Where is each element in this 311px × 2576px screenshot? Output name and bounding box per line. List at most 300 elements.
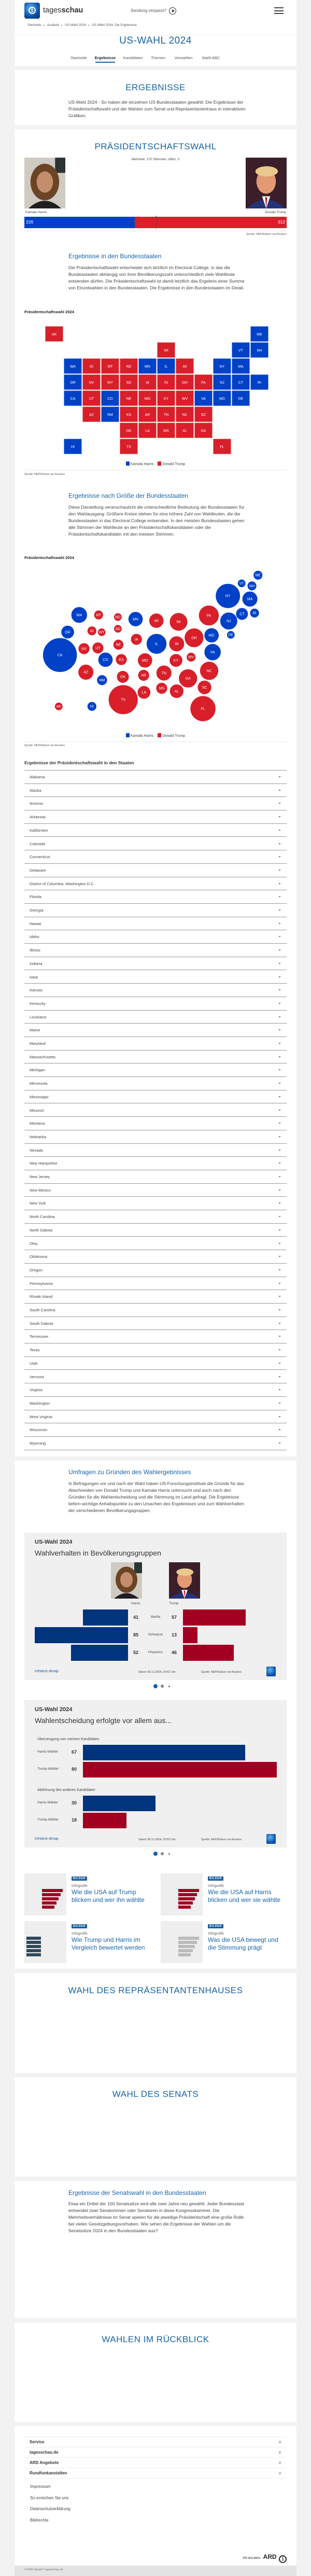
state-accordion-item[interactable] xyxy=(24,1397,287,1410)
map-state-mn[interactable] xyxy=(138,358,157,374)
map-state-label: AZ xyxy=(89,413,94,417)
bubble-ct[interactable] xyxy=(236,608,248,620)
state-accordion-item[interactable] xyxy=(24,1184,287,1197)
state-name: Pennsylvania xyxy=(30,1281,53,1286)
bubble-hi[interactable] xyxy=(87,702,96,711)
map-state-de[interactable] xyxy=(232,390,250,406)
chevron-down-icon: ▼ xyxy=(278,1175,281,1178)
legend-label: Donald Trump xyxy=(162,734,186,738)
map-state-pa[interactable] xyxy=(194,374,213,390)
chevron-down-icon: ▼ xyxy=(278,816,281,818)
state-accordion-item[interactable] xyxy=(24,877,287,891)
state-accordion-item[interactable] xyxy=(24,1037,287,1051)
state-accordion-item[interactable] xyxy=(24,1051,287,1064)
bubble-label: MO xyxy=(142,659,148,663)
state-name: Colorado xyxy=(30,841,46,846)
bubble-az[interactable] xyxy=(78,664,94,680)
bubble-de[interactable] xyxy=(227,631,235,639)
map-state-label: AL xyxy=(182,429,187,433)
breadcrumb-item[interactable]: Startseite xyxy=(27,23,41,27)
map-state-nm[interactable] xyxy=(101,407,119,422)
map-state-ks[interactable] xyxy=(120,407,138,422)
map-state-ok[interactable] xyxy=(120,423,138,438)
chevron-down-icon: ▼ xyxy=(278,989,281,991)
bubble-id[interactable] xyxy=(87,626,96,636)
map-state-ct[interactable] xyxy=(232,374,250,390)
trump-value: 13 xyxy=(172,1632,177,1637)
bubble-ne[interactable] xyxy=(113,639,123,650)
state-accordion-item[interactable] xyxy=(24,824,287,837)
map-state-label: NC xyxy=(182,413,188,417)
map-state-nj[interactable] xyxy=(213,374,231,390)
state-accordion-item[interactable] xyxy=(24,997,287,1011)
state-accordion-item[interactable] xyxy=(24,1250,287,1264)
map-state-ma[interactable] xyxy=(232,358,250,374)
senate-states-text: Etwa ein Drittel der 100 Senatssitze wird alle zwei Jahre neu gewählt. Jeder Bundesstaat entsendet zwei Senatorinnen oder Senatoren in diese Kongresskammer. Die Mehrheitsverhältnisse im Senat spielen für die jeweilige Präsidentschaft eine große Rolle bei vielen Gesetzgebungsvorhaben. Wie sehen die Ergebnisse der Wahlen um die Senatssitze 2024 in den Bundesstaaten aus? xyxy=(68,2201,244,2233)
map-state-label: ID xyxy=(90,365,93,369)
bubble-chart-title: Präsidentschaftswahl 2024 xyxy=(24,555,74,560)
state-accordion-item[interactable] xyxy=(24,1011,287,1024)
footer-link[interactable]: Impressum xyxy=(30,2484,51,2489)
bubble-nd[interactable] xyxy=(114,613,122,621)
tagesschau-logo[interactable] xyxy=(24,3,97,19)
copyright-bar xyxy=(15,2566,296,2576)
footer-link[interactable]: Bildrechte xyxy=(30,2518,49,2523)
map-state-sd[interactable] xyxy=(120,374,138,390)
bubble-nc[interactable] xyxy=(200,662,219,680)
bubble-or[interactable] xyxy=(61,625,74,638)
trump-photo xyxy=(246,158,287,208)
bubble-sc[interactable] xyxy=(197,680,211,694)
state-name: South Carolina xyxy=(30,1308,55,1312)
bubble-tn[interactable] xyxy=(156,665,172,681)
bubble-nv[interactable] xyxy=(78,643,90,654)
map-state-label: VT xyxy=(238,349,243,353)
bubble-pa[interactable] xyxy=(199,605,219,625)
bubble-co[interactable] xyxy=(98,652,112,667)
legend-item xyxy=(158,734,185,738)
map-state-ca[interactable] xyxy=(64,390,82,406)
bubble-label: WI xyxy=(154,619,159,623)
bubble-in[interactable] xyxy=(169,636,185,652)
map-state-mt[interactable] xyxy=(101,358,119,374)
bubble-ak[interactable] xyxy=(55,703,63,711)
bubble-ok[interactable] xyxy=(117,670,129,683)
state-accordion-item[interactable] xyxy=(24,1264,287,1277)
map-state-vt[interactable] xyxy=(232,342,250,358)
state-accordion-item[interactable] xyxy=(24,1237,287,1251)
footer-link[interactable]: Datenschutzerklärung xyxy=(30,2507,70,2512)
map-state-ga[interactable] xyxy=(194,423,213,438)
trump-voters-bar xyxy=(83,1813,126,1828)
majority-info: Mehrheit: 270 Stimmen, offen: 0 xyxy=(131,158,180,161)
map-state-label: MT xyxy=(107,365,113,369)
infratest-dimap-logo: infratest dimap xyxy=(35,1670,59,1673)
bubble-fl[interactable] xyxy=(190,696,216,721)
carousel-dot[interactable] xyxy=(168,1853,170,1855)
teaser-link[interactable] xyxy=(161,1873,290,1916)
logo-text-bold: schau xyxy=(61,6,83,15)
teaser-link[interactable] xyxy=(161,1921,290,1964)
state-name: Wisconsin xyxy=(30,1427,48,1433)
state-name: Utah xyxy=(30,1361,38,1366)
state-accordion-item[interactable] xyxy=(24,1130,287,1144)
bubble-ky[interactable] xyxy=(169,654,182,667)
teaser-thumbnail xyxy=(161,1873,203,1915)
footer-section-3[interactable] xyxy=(24,2468,287,2479)
bubble-label: LA xyxy=(142,691,147,695)
bubble-label: MS xyxy=(159,687,165,691)
state-name: Montana xyxy=(30,1121,45,1126)
voter-label: Harris-Wähler xyxy=(37,1801,59,1804)
map-state-sc[interactable] xyxy=(194,407,213,422)
carousel-dots xyxy=(0,1684,311,1689)
bubble-wa[interactable] xyxy=(71,607,87,623)
chevron-down-icon: ▼ xyxy=(278,1016,281,1018)
teaser-kicker: Infografik xyxy=(72,1931,88,1936)
trump-photo xyxy=(169,1562,200,1599)
map-state-ms[interactable] xyxy=(157,423,175,438)
state-name: Alaska xyxy=(30,788,41,793)
legend-swatch xyxy=(158,733,161,737)
map-state-ne[interactable] xyxy=(120,390,138,406)
map-state-label: ND xyxy=(126,365,132,369)
map-state-nd[interactable] xyxy=(120,358,138,374)
harris-photo xyxy=(24,158,65,208)
state-accordion-item[interactable] xyxy=(24,1117,287,1130)
state-accordion-item[interactable] xyxy=(24,810,287,824)
bubble-ny[interactable] xyxy=(216,584,241,609)
map-state-nv[interactable] xyxy=(82,374,101,390)
electoral-vote-bar xyxy=(24,217,287,228)
legend-swatch xyxy=(158,461,161,466)
slide-title: US-Wahl 2024 xyxy=(35,1706,73,1713)
state-accordion-item[interactable] xyxy=(24,797,287,810)
group-label: Weiße xyxy=(150,1615,161,1619)
state-accordion-item[interactable] xyxy=(24,904,287,917)
bubble-label: KS xyxy=(119,658,124,662)
state-accordion-item[interactable] xyxy=(24,850,287,864)
state-accordion-item[interactable] xyxy=(24,1330,287,1343)
slide-source: Quelle: NEP/Edison via Reuters xyxy=(201,1838,242,1841)
bubble-ia[interactable] xyxy=(131,634,142,645)
state-accordion-item[interactable] xyxy=(24,1104,287,1117)
state-accordion-item[interactable] xyxy=(24,1343,287,1357)
state-accordion-item[interactable] xyxy=(24,957,287,971)
state-name: Nevada xyxy=(30,1147,43,1153)
state-name: Connecticut xyxy=(30,855,50,860)
map-state-nh[interactable] xyxy=(250,342,268,358)
tab-startseite[interactable]: Startseite xyxy=(70,55,87,60)
bubble-mt[interactable] xyxy=(94,610,103,620)
voter-label: Harris-Wähler xyxy=(37,1750,59,1754)
footer-section-1[interactable] xyxy=(24,2447,287,2458)
map-state-nc[interactable] xyxy=(176,407,194,422)
carousel-dot[interactable] xyxy=(161,1685,164,1688)
bubble-label: NV xyxy=(81,647,87,651)
carousel-dot[interactable] xyxy=(168,1686,170,1687)
house-title: WAHL DES REPRÄSENTANTENHAUSES xyxy=(68,1985,243,1995)
bubble-me[interactable] xyxy=(253,570,263,580)
bubble-mo[interactable] xyxy=(138,653,152,667)
map-state-ia[interactable] xyxy=(138,374,157,390)
state-accordion-item[interactable] xyxy=(24,1024,287,1037)
state-accordion-item[interactable] xyxy=(24,771,287,784)
bubble-label: KY xyxy=(173,659,179,663)
teaser-link[interactable] xyxy=(24,1873,154,1916)
state-accordion-item[interactable] xyxy=(24,1423,287,1437)
bubble-tx[interactable] xyxy=(108,685,138,715)
bubble-label: ME xyxy=(255,573,261,578)
state-accordion-item[interactable] xyxy=(24,864,287,877)
teaser-link[interactable] xyxy=(24,1921,154,1964)
state-name: Mississippi xyxy=(30,1094,49,1099)
bubble-nh[interactable] xyxy=(247,581,257,591)
map-state-wy[interactable] xyxy=(101,374,119,390)
map-state-in[interactable] xyxy=(157,374,175,390)
map-state-ny[interactable] xyxy=(213,358,231,374)
breadcrumb-item[interactable]: US-Wahl 2024 xyxy=(64,23,86,27)
state-name: Missouri xyxy=(30,1108,44,1113)
state-accordion-item[interactable] xyxy=(24,837,287,851)
state-accordion-item[interactable] xyxy=(24,930,287,944)
chevron-down-icon: ▼ xyxy=(278,1255,281,1258)
map-state-tn[interactable] xyxy=(157,407,175,422)
state-name: Louisiana xyxy=(30,1014,47,1019)
chevron-down-icon: ▼ xyxy=(278,1109,281,1111)
tab-themen[interactable]: Themen xyxy=(151,55,165,60)
map-title: Präsidentschaftswahl 2024 xyxy=(24,310,74,314)
voter-label: Trump-Wähler xyxy=(37,1818,59,1822)
stand-date: Stand: 06.11.2024, 20:52 Uhr xyxy=(138,1671,176,1674)
map-state-me[interactable] xyxy=(250,326,268,342)
bar-value: 67 xyxy=(72,1749,77,1755)
breadcrumb-separator-icon: ▸ xyxy=(60,24,63,27)
tab-vorwahlen[interactable]: Vorwahlen xyxy=(174,55,193,60)
bubble-label: SD xyxy=(115,627,121,632)
us-electoral-map xyxy=(24,324,287,456)
state-name: Michigan xyxy=(30,1068,46,1073)
legend-item xyxy=(126,734,153,738)
bubble-label: VT xyxy=(239,582,244,586)
map-state-label: TN xyxy=(163,413,169,417)
bubble-ut[interactable] xyxy=(92,642,104,654)
footer-section-label: Rundfunkanstalten xyxy=(30,2471,67,2475)
state-accordion-item[interactable] xyxy=(24,784,287,797)
bubble-label: CA xyxy=(57,653,63,657)
state-name: Vermont xyxy=(30,1374,44,1379)
bubble-wv[interactable] xyxy=(187,652,196,662)
map-state-ri[interactable] xyxy=(250,374,268,390)
map-state-label: NY xyxy=(219,365,225,369)
chevron-down-icon: ▼ xyxy=(278,1309,281,1311)
bubble-ms[interactable] xyxy=(156,682,167,694)
bubble-label: FL xyxy=(201,707,205,711)
bubble-sd[interactable] xyxy=(114,625,122,633)
chevron-down-icon: ▼ xyxy=(278,1096,281,1098)
bubble-ri[interactable] xyxy=(250,608,259,618)
footer-section-0[interactable] xyxy=(24,2437,287,2447)
state-name: Minnesota xyxy=(30,1081,48,1086)
map-state-va[interactable] xyxy=(194,390,213,406)
state-accordion-item[interactable] xyxy=(24,1304,287,1317)
slide-title: US-Wahl 2024 xyxy=(35,1539,73,1545)
carousel-dot[interactable] xyxy=(153,1684,158,1688)
breadcrumb-item[interactable]: US-Wahl 2024: Die Ergebnisse xyxy=(91,23,137,27)
bubble-wy[interactable] xyxy=(97,628,106,637)
map-state-label: CO xyxy=(107,397,113,401)
bubble-ar[interactable] xyxy=(138,669,149,681)
map-state-az[interactable] xyxy=(82,407,101,422)
map-state-label: IL xyxy=(164,365,168,369)
tab-ergebnisse[interactable]: Ergebnisse xyxy=(94,55,116,60)
legend-swatch xyxy=(126,733,130,737)
bubble-md[interactable] xyxy=(204,628,219,642)
state-accordion-item[interactable] xyxy=(24,1077,287,1090)
state-accordion-item[interactable] xyxy=(24,1277,287,1291)
state-accordion-item[interactable] xyxy=(24,971,287,984)
map-state-mo[interactable] xyxy=(138,390,157,406)
harris-votes: 226 xyxy=(26,219,34,225)
state-accordion-item[interactable] xyxy=(24,1224,287,1237)
state-accordion-item[interactable] xyxy=(24,1370,287,1384)
state-accordion-item[interactable] xyxy=(24,1197,287,1210)
menu-hamburger-icon[interactable] xyxy=(274,7,284,14)
bubble-legend xyxy=(0,733,311,739)
map-state-tx[interactable] xyxy=(120,439,138,454)
tab-wahl-abc[interactable]: Wahl-ABC xyxy=(202,55,220,60)
map-state-label: PA xyxy=(201,381,206,385)
map-state-ky[interactable] xyxy=(157,390,175,406)
state-accordion-item[interactable] xyxy=(24,1170,287,1184)
bubble-label: NJ xyxy=(227,620,231,624)
breadcrumb-item[interactable]: Ausland xyxy=(47,23,59,27)
map-state-wv[interactable] xyxy=(176,390,194,406)
map-state-oh[interactable] xyxy=(176,374,194,390)
legend-label: Kamala Harris xyxy=(130,734,154,738)
group-label: Schwarze xyxy=(148,1633,163,1636)
map-state-label: OR xyxy=(70,381,76,385)
carousel-dot[interactable] xyxy=(153,1852,158,1856)
bubble-nj[interactable] xyxy=(220,612,237,630)
state-name: New Jersey xyxy=(30,1174,50,1179)
state-name: Arizona xyxy=(30,801,43,806)
state-accordion-item[interactable] xyxy=(24,1157,287,1170)
state-accordion-item[interactable] xyxy=(24,1410,287,1424)
state-accordion-item[interactable] xyxy=(24,1144,287,1157)
map-state-or[interactable] xyxy=(64,374,82,390)
bubble-la[interactable] xyxy=(137,686,150,699)
map-state-md[interactable] xyxy=(213,390,231,406)
map-state-ar[interactable] xyxy=(138,407,157,422)
bubble-il[interactable] xyxy=(146,634,166,654)
bubble-oh[interactable] xyxy=(185,628,204,647)
map-state-id[interactable] xyxy=(82,358,101,374)
carousel-dot[interactable] xyxy=(161,1852,164,1855)
map-state-fl[interactable] xyxy=(213,439,231,454)
state-accordion-item[interactable] xyxy=(24,984,287,997)
chevron-down-icon: ▼ xyxy=(278,935,281,938)
state-accordion-item[interactable] xyxy=(24,1210,287,1224)
map-state-label: KS xyxy=(126,413,132,417)
chevron-down-icon: ▼ xyxy=(278,802,281,805)
state-accordion-item[interactable] xyxy=(24,944,287,957)
results-title: ERGEBNISSE xyxy=(125,82,186,92)
slide-source: Quelle: NEP/Edison via Reuters xyxy=(201,1671,242,1674)
group-heading: Überzeugung von meinem Kandidaten xyxy=(37,1738,100,1741)
state-name: New Mexico xyxy=(30,1187,51,1193)
map-state-label: WV xyxy=(181,397,188,401)
map-state-il[interactable] xyxy=(157,358,175,374)
map-state-ut[interactable] xyxy=(82,390,101,406)
state-name: Georgia xyxy=(30,908,44,913)
bubble-va[interactable] xyxy=(204,643,221,660)
map-state-label: WA xyxy=(69,365,76,369)
bubble-label: IL xyxy=(155,642,158,647)
chevron-down-icon: ▼ xyxy=(278,1442,281,1445)
tab-kandidaten[interactable]: Kandidaten xyxy=(123,55,143,60)
bubble-ks[interactable] xyxy=(116,654,127,665)
chevron-down-icon: ▼ xyxy=(278,1389,281,1391)
map-state-mi[interactable] xyxy=(176,358,194,374)
footer-section-label: tagesschau.de xyxy=(30,2450,59,2455)
bubble-label: ID xyxy=(90,629,94,634)
bubble-mi[interactable] xyxy=(169,613,188,631)
chevron-down-icon: ▼ xyxy=(278,1082,281,1085)
state-accordion-item[interactable] xyxy=(24,1317,287,1331)
state-accordion-item[interactable] xyxy=(24,1090,287,1104)
map-state-wa[interactable] xyxy=(64,358,82,374)
state-accordion-item[interactable] xyxy=(24,890,287,904)
chevron-down-icon: ∨ xyxy=(278,2460,281,2465)
chevron-down-icon: ▼ xyxy=(278,1069,281,1071)
footer-section-2[interactable] xyxy=(24,2458,287,2468)
bubble-nm[interactable] xyxy=(97,675,107,685)
bubble-label: HI xyxy=(90,705,94,709)
map-state-wi[interactable] xyxy=(157,342,175,358)
bubble-al[interactable] xyxy=(169,684,183,698)
missed-show-link[interactable] xyxy=(131,7,176,15)
map-state-co[interactable] xyxy=(101,390,119,406)
bubble-ma[interactable] xyxy=(242,591,258,607)
state-name: Wyoming xyxy=(30,1441,46,1446)
chevron-down-icon: ▼ xyxy=(278,1056,281,1058)
ard-logo xyxy=(243,2552,287,2563)
map-state-hi[interactable] xyxy=(64,439,82,454)
bubble-ga[interactable] xyxy=(179,669,197,688)
chevron-down-icon: ▼ xyxy=(278,922,281,925)
bubble-wi[interactable] xyxy=(149,613,163,628)
state-name: Illinois xyxy=(30,948,40,953)
map-state-ak[interactable] xyxy=(45,326,63,342)
bubble-vt[interactable] xyxy=(237,579,246,587)
map-state-al[interactable] xyxy=(176,423,194,438)
footer-link[interactable]: So erreichen Sie uns xyxy=(30,2495,69,2500)
state-accordion-item[interactable] xyxy=(24,1063,287,1077)
bubble-mn[interactable] xyxy=(128,612,143,626)
bubble-label: SC xyxy=(202,686,207,690)
state-accordion-item[interactable] xyxy=(24,1290,287,1304)
state-accordion-item[interactable] xyxy=(24,1383,287,1397)
bubble-ca[interactable] xyxy=(43,638,77,672)
state-accordion-item[interactable] xyxy=(24,1357,287,1370)
state-name: Delaware xyxy=(30,867,46,873)
state-accordion-item[interactable] xyxy=(24,917,287,931)
chevron-down-icon: ▼ xyxy=(278,909,281,912)
state-accordion-item[interactable] xyxy=(24,1437,287,1450)
map-state-label: MA xyxy=(238,365,244,369)
map-state-la[interactable] xyxy=(138,423,157,438)
